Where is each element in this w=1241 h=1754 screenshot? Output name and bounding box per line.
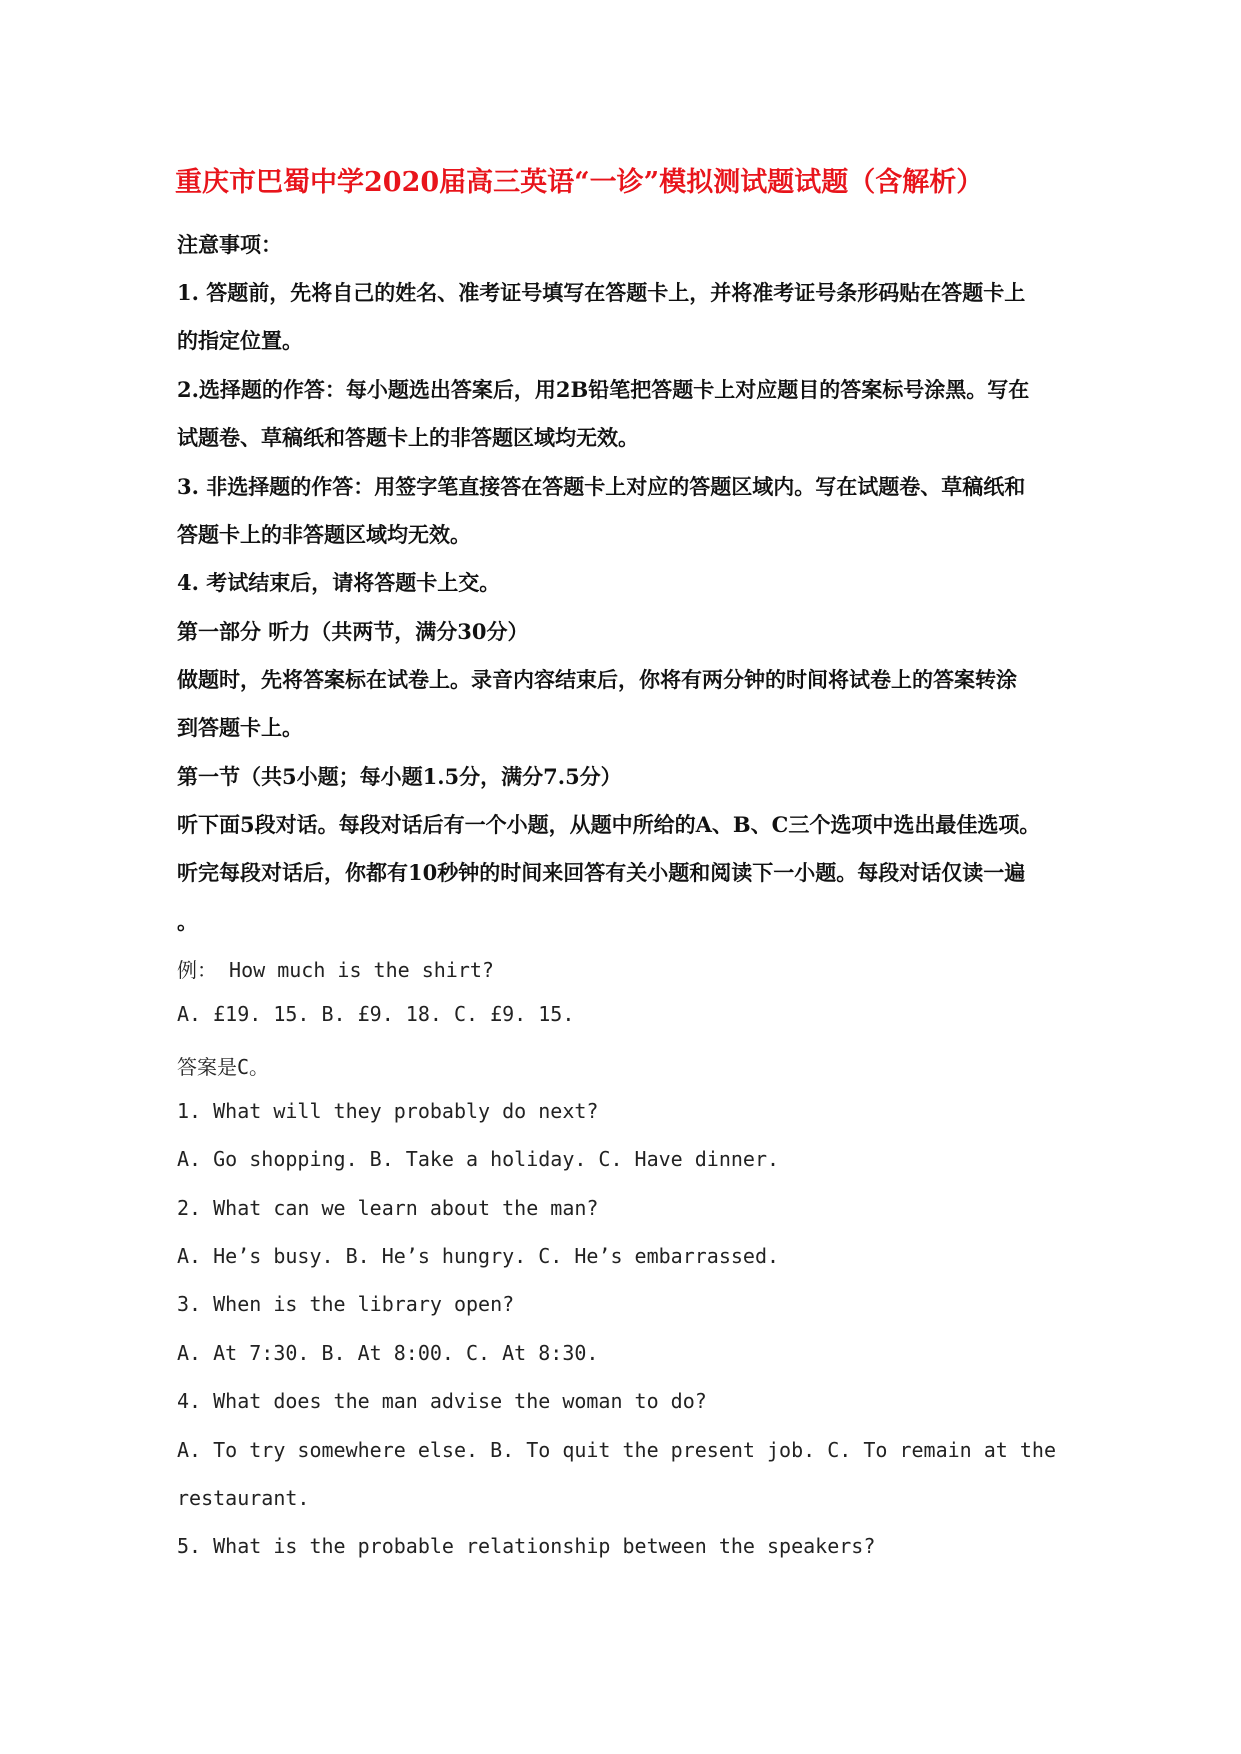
subsection-instruction: 听下面5段对话。每段对话后有一个小题，从题中所给的A、B、C三个选项中选出最佳选项。 (177, 812, 1041, 837)
question-2: 2. What can we learn about the man? (177, 1196, 599, 1220)
question-4-options: A. To try somewhere else. B. To quit the present job. C. To remain at the (177, 1438, 1056, 1462)
notice-item-3: 3. 非选择题的作答：用签字笔直接答在答题卡上对应的答题区域内。写在试题卷、草稿纸和 (177, 474, 1026, 499)
question-1: 1. What will they probably do next? (177, 1099, 599, 1123)
section-instruction-cont: 到答题卡上。 (177, 715, 303, 740)
example-question: 例： How much is the shirt? (177, 958, 494, 982)
question-3-options: A. At 7:30. B. At 8:00. C. At 8:30. (177, 1341, 599, 1365)
question-4-options-cont: restaurant. (177, 1486, 310, 1510)
section-heading: 第一部分 听力（共两节，满分30分） (177, 619, 529, 644)
example-options: A. £19. 15. B. £9. 18. C. £9. 15. (177, 1002, 575, 1026)
question-1-options: A. Go shopping. B. Take a holiday. C. Have dinner. (177, 1147, 780, 1171)
subsection-instruction-cont: 听完每段对话后，你都有10秒钟的时间来回答有关小题和阅读下一小题。每段对话仅读一遍 (177, 860, 1026, 885)
notice-item-2: 2.选择题的作答：每小题选出答案后，用2B铅笔把答题卡上对应题目的答案标号涂黑。写在 (177, 377, 1030, 402)
example-answer: 答案是C。 (177, 1055, 270, 1079)
subsection-instruction-end: 。 (177, 909, 198, 934)
question-5: 5. What is the probable relationship between the speakers? (177, 1534, 876, 1558)
question-4: 4. What does the man advise the woman to do? (177, 1389, 707, 1413)
question-2-options: A. He’s busy. B. He’s hungry. C. He’s embarrassed. (177, 1244, 780, 1268)
section-instruction: 做题时，先将答案标在试卷上。录音内容结束后，你将有两分钟的时间将试卷上的答案转涂 (177, 667, 1017, 692)
notice-item-1: 1. 答题前，先将自己的姓名、准考证号填写在答题卡上，并将准考证号条形码贴在答题卡上 (177, 280, 1026, 305)
notice-item-1-cont: 的指定位置。 (177, 328, 303, 353)
notice-heading: 注意事项： (177, 232, 282, 257)
notice-item-4: 4. 考试结束后，请将答题卡上交。 (177, 570, 501, 595)
subsection-heading: 第一节（共5小题；每小题1.5分，满分7.5分） (177, 764, 622, 789)
notice-item-2-cont: 试题卷、草稿纸和答题卡上的非答题区域均无效。 (177, 425, 639, 450)
document-title: 重庆市巴蜀中学2020届高三英语“一诊”模拟测试题试题（含解析） (175, 167, 984, 198)
question-3: 3. When is the library open? (177, 1292, 515, 1316)
notice-item-3-cont: 答题卡上的非答题区域均无效。 (177, 522, 471, 547)
